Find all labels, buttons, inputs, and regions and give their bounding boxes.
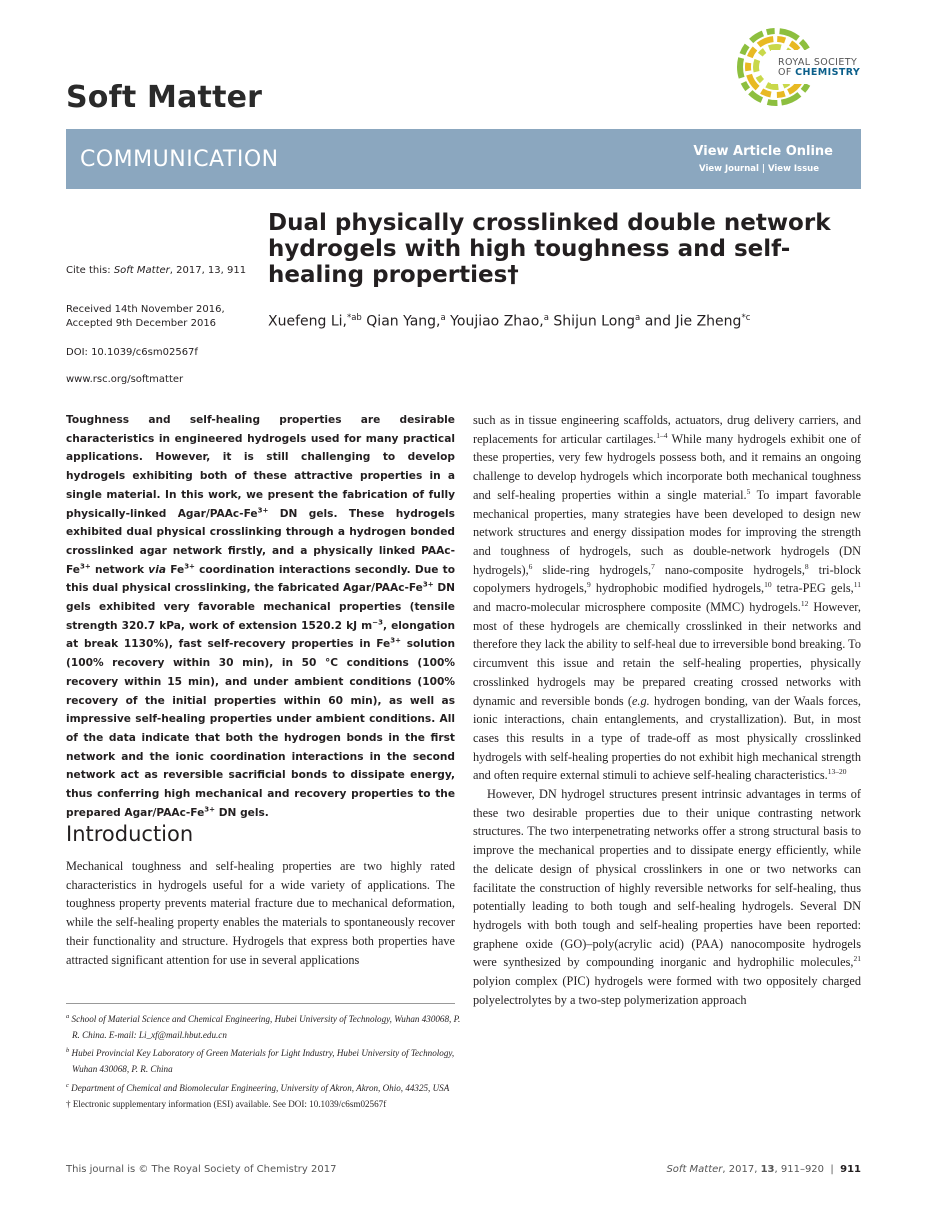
abstract: Toughness and self-healing properties are desirable characteristics in engineered hydrogels used for many practical applications. However, it is still challenging to develop hydrogels exhibiting both of these attractive properties in a single material. In this work, we present the fabrication of fully physically-linked Agar/$PAAc-Fe^{3+}$ DN gels. These hydrogels exhibited dual physical crosslinking through a hydrogen bonded crosslinked agar network firstly, and a physically linked PAAc-$Fe^{3+}$ network via $Fe^{3+}$ coordination interactions secondly. Due to this dual physical crosslinking, the fabricated Agar/$PAAc-Fe^{3+}$ DN gels exhibited very favorable mechanical properties (tensile strength 320.7 kPa, work of extension 1520.2 kJ $m^{-3}$, elongation at break 1130%), fast self-recovery properties in $Fe^{3+}$ solution (100% recovery within 30 min), in 50 °C conditions (100% recovery within 15 min), and under ambient conditions (100% recovery of the initial properties within 60 min), as well as impressive self-healing properties under ambient conditions. All of the data indicate that both the hydrogen bonds in the first network and the ionic coordination interactions in the second network act as reversible sacrificial bonds to dissipate energy, thus conferring high mechanical and recovery properties to the prepared Agar/$PAAc-Fe^{3+}$ DN gels. bbox=[66, 414, 455, 819]
author-name: Xuefeng Li, bbox=[268, 313, 347, 330]
footer-year: , 2017, bbox=[722, 1164, 761, 1175]
footer-journal: Soft Matter bbox=[666, 1164, 723, 1175]
author-name: Qian Yang, bbox=[361, 313, 441, 330]
received-dates bbox=[66, 303, 256, 331]
publisher-line-1: ROYAL SOCIETY bbox=[778, 57, 858, 68]
introduction-paragraph: Mechanical toughness and self-healing properties are two highly rated characteristics in hydrogels useful for a wide variety of applications. The toughness property prevents material fracture due to mechanical deformation, while the self-healing property enables the materials to spontaneously recover their functionality and structure. Hydrogels that express both properties have attracted significant attention for use in several applications bbox=[66, 859, 455, 967]
footnote-divider bbox=[66, 1003, 455, 1004]
author-name: Youjiao Zhao, bbox=[445, 313, 544, 330]
footer-pages: , 911–920 bbox=[774, 1164, 825, 1175]
journal-links bbox=[699, 164, 819, 174]
affiliation-c bbox=[66, 1078, 461, 1097]
superscript: 8 bbox=[804, 561, 809, 571]
article-type-banner bbox=[66, 129, 861, 189]
superscript: 3+ bbox=[184, 562, 195, 571]
superscript: 1–4 bbox=[656, 430, 668, 440]
affiliations bbox=[66, 1009, 461, 1112]
esi-note: † Electronic supplementary information (ESI) available. See DOI: 10.1039/c6sm02567f bbox=[66, 1098, 387, 1109]
body-paragraph-1: such as in tissue engineering scaffolds, actuators, drug delivery carriers, and replacements for articular cartilages.$^{1-4}$ While many hydrogels exhibit one of these properties, very few hydrogels possess both, and it remains an ongoing challenge to develop hydrogels which incorporate both mechanical toughness and self-healing properties within a single material.$^5$ To impart favorable mechanical properties, many strategies have been developed to design new network structures and energy dissipation modes for improving the strength and toughness of hydrogels, such as double-network hydrogels (DN hydrogels),$^6$ slide-ring hydrogels,$^7$ nano-composite hydrogels,$^8$ tri-block copolymers hydrogels,$^9$ hydrophobic modified hydrogels,$^{10}$ tetra-PEG gels,$^{11}$ and macro-molecular microsphere composite (MMC) hydrogels.$^{12}$ However, most of these hydrogels are chemically crosslinked in their networks and therefore they lack the ability to self-heal due to irreversible bond breaking. To circumvent this issue and retain the self-healing properties, physically crosslinked hydrogels may be prepared creating crossed networks with dynamic and reversible bonds (e.g. hydrogen bonding, van der Waals forces, ionic interactions, chain entanglements, and crystallization). But, in most cases this results in a type of trade-off as most physically crosslinked hydrogels with self-healing properties do not exhibit high mechanical strength and often require external stimuli to achieve self-healing characteristics.$^{13-20}$ bbox=[473, 413, 862, 783]
affiliation-a-text: School of Material Science and Chemical Engineering, Hubei University of Technology, Wuhan 430068, P. R. China. E-mail: Li_xf@mail.hbut.edu.cn bbox=[71, 1014, 461, 1040]
superscript: 11 bbox=[853, 580, 861, 590]
superscript: 5 bbox=[746, 486, 751, 496]
author-list bbox=[268, 313, 750, 330]
italic-text: via bbox=[148, 563, 166, 576]
superscript: 6 bbox=[528, 561, 533, 571]
superscript: 13–20 bbox=[827, 767, 847, 777]
superscript: 9 bbox=[587, 580, 591, 590]
view-article-online-link[interactable]: View Article Online bbox=[693, 144, 833, 159]
cite-label: Cite this: bbox=[66, 265, 114, 276]
superscript: 3+ bbox=[80, 562, 91, 571]
affiliation-c-marker: c bbox=[66, 1081, 69, 1089]
view-issue-link[interactable]: View Issue bbox=[767, 164, 819, 174]
body-right-column bbox=[473, 411, 861, 1010]
publisher-chemistry: CHEMISTRY bbox=[795, 67, 861, 78]
affiliation-b-marker: b bbox=[66, 1047, 70, 1055]
author-affiliation-marker: *c bbox=[741, 313, 751, 323]
page-number: 911 bbox=[840, 1164, 861, 1175]
superscript: 10 bbox=[764, 580, 772, 590]
superscript: 12 bbox=[800, 598, 809, 608]
view-journal-link[interactable]: View Journal bbox=[699, 164, 759, 174]
cite-journal: Soft Matter bbox=[113, 265, 170, 276]
author-name: and Jie Zheng bbox=[640, 313, 742, 330]
superscript: 3+ bbox=[204, 805, 216, 814]
footer-separator: | bbox=[830, 1164, 834, 1175]
page-footer bbox=[666, 1164, 861, 1175]
author-name: Shijun Long bbox=[548, 313, 636, 330]
affiliation-c-text: Department of Chemical and Biomolecular Engineering, University of Akron, Akron, Ohio, 44325, USA bbox=[71, 1082, 450, 1093]
received-date: Received 14th November 2016, bbox=[66, 304, 225, 315]
journal-website-link[interactable]: www.rsc.org/softmatter bbox=[66, 374, 184, 385]
doi: DOI: 10.1039/c6sm02567f bbox=[66, 347, 198, 358]
superscript: 7 bbox=[651, 561, 655, 571]
citation-info bbox=[66, 264, 256, 278]
publisher-of: OF bbox=[778, 67, 792, 78]
footer-volume: 13 bbox=[760, 1164, 775, 1175]
article-title: Dual physically crosslinked double network hydrogels with high toughness and self-healing properties† bbox=[268, 210, 831, 288]
affiliation-b-text: Hubei Provincial Key Laboratory of Green Materials for Light Industry, Hubei University of Technology, Wuhan 430068, P. R. China bbox=[71, 1048, 455, 1075]
link-separator: | bbox=[761, 164, 765, 174]
affiliation-a-marker: a bbox=[66, 1013, 70, 1020]
journal-title: Soft Matter bbox=[66, 80, 263, 115]
author-affiliation-marker: a bbox=[635, 313, 641, 323]
author-affiliation-marker: a bbox=[543, 313, 549, 323]
author-affiliation-marker: a bbox=[440, 313, 446, 323]
introduction-heading: Introduction bbox=[66, 822, 194, 846]
copyright-footer: This journal is © The Royal Society of Chemistry 2017 bbox=[66, 1164, 337, 1175]
author-affiliation-marker: *ab bbox=[346, 313, 362, 323]
article-type: COMMUNICATION bbox=[80, 147, 279, 172]
body-paragraph-2: However, DN hydrogel structures present intrinsic advantages in terms of these two desirable properties due to their unique contrasting network structures. The two interpenetrating networks offer a strong structural basis to improve the mechanical properties and to dissipate energy efficiently, while the delicate design of physical crosslinkers in one or two networks can facilitate the construction of highly reversible networks for self-healing, thus potentially leading to both tough and self-healing hydrogels. Several DN hydrogels with both tough and self-healing properties have been reported: graphene oxide (GO)–poly(acrylic acid) (PAA) nanocomposite hydrogels were synthesized by compounding inorganic and hydrophilic molecules,$^{21}$ polyion complex (PIC) hydrogels were formed with two oppositely charged polyelectrolytes by a two-step polymerization approach bbox=[473, 787, 861, 1007]
publisher-name bbox=[778, 58, 860, 78]
superscript: 3+ bbox=[422, 580, 434, 589]
accepted-date: Accepted 9th December 2016 bbox=[66, 318, 217, 329]
superscript: 21 bbox=[853, 954, 861, 964]
superscript: 3+ bbox=[390, 636, 401, 645]
cite-rest: , 2017, 13, 911 bbox=[169, 265, 247, 276]
affiliation-b bbox=[66, 1043, 461, 1077]
affiliation-a bbox=[66, 1009, 461, 1043]
superscript: 3+ bbox=[257, 505, 269, 514]
italic-text: e.g. bbox=[631, 693, 650, 708]
superscript: −3 bbox=[372, 618, 383, 627]
publisher-line-2 bbox=[778, 68, 860, 78]
